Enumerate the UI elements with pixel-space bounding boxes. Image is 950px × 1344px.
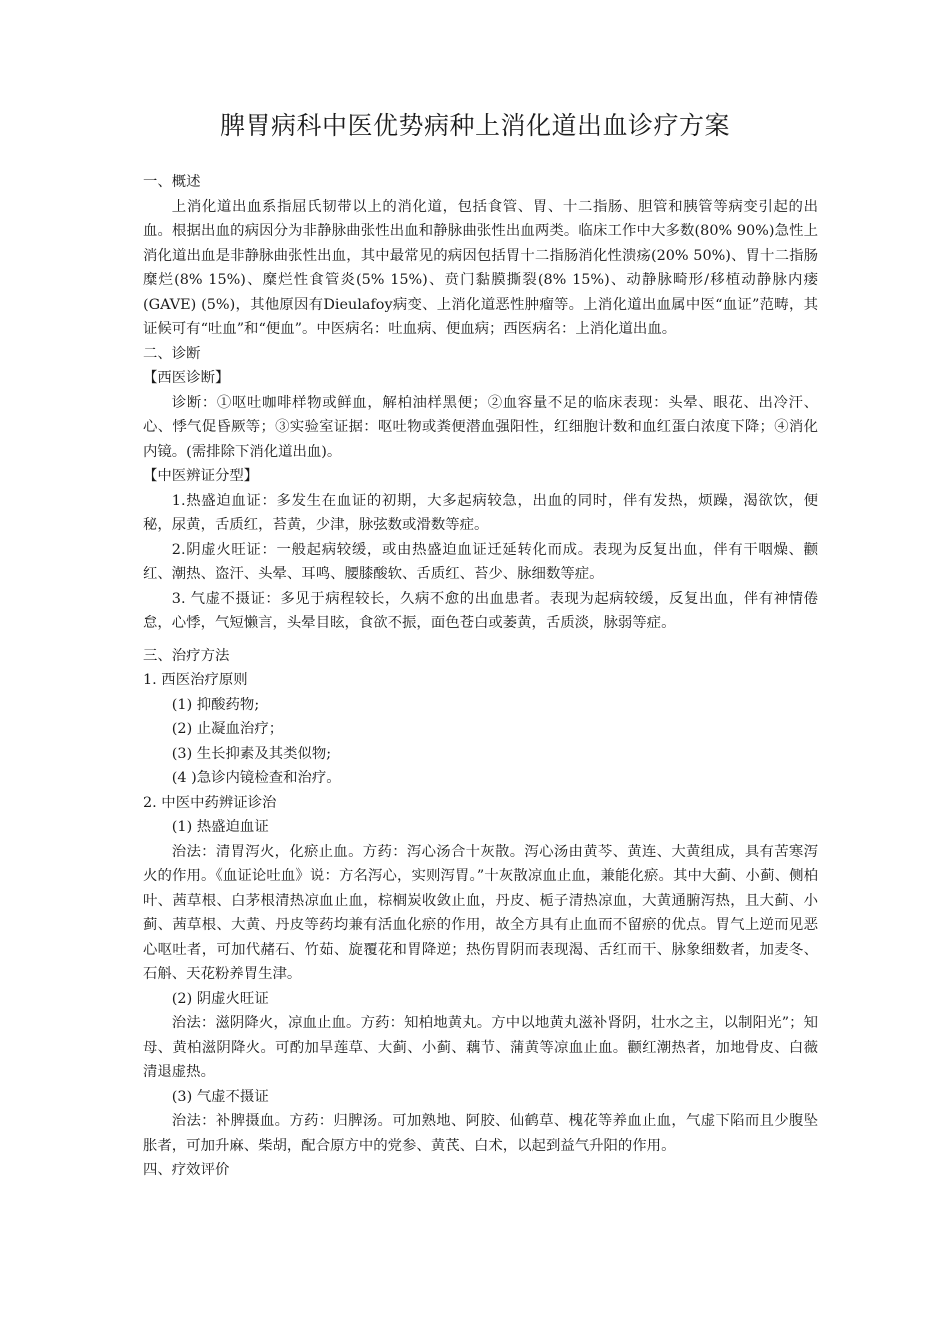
- tcm-pattern-2: 2.阴虚火旺证：一般起病较缓，或由热盛迫血证迁延转化而成。表现为反复出血，伴有干咽燥、颧红、潮热、盗汗、头晕、耳鸣、腰膝酸软、舌质红、苔少、脉细数等症。: [143, 541, 818, 582]
- western-diagnosis-text: 诊断：①呕吐咖啡样物或鲜血，解柏油样黑便；②血容量不足的临床表现：头晕、眼花、出冷汗、心、悸气促昏厥等；③实验室证据：呕吐物或粪便潜血强阳性，红细胞计数和血红蛋白浓度下降；④消化内镜。(需排除下消化道出血)。: [143, 394, 818, 460]
- tcm-treatment-1-title: (1) 热盛迫血证: [171, 819, 269, 835]
- overview-paragraph: 上消化道出血系指屈氏韧带以上的消化道，包括食管、胃、十二指肠、胆管和胰管等病变引起的出血。根据出血的病因分为非静脉曲张性出血和静脉曲张性出血两类。临床工作中大多数(80% 90%)急性上消化道出血是非静脉曲张性出血，其中最常见的病因包括胃十二指肠消化性溃疡(20% 50%)、胃十二指肠糜烂(8% 15%)、糜烂性食管炎(5% 15%)、贲门黏膜撕裂(8% 15%)、动静脉畸形/移植动静脉内瘘(GAVE) (5%)，其他原因有Dieulafoy病变、上消化道恶性肿瘤等。上消化道出血属中医“血证”范畴，其证候可有“吐血”和“便血”。中医病名：吐血病、便血病；西医病名：上消化道出血。: [143, 198, 818, 337]
- subheading-western-treatment: 1. 西医治疗原则: [143, 672, 248, 688]
- section-heading-overview: 一、概述: [143, 174, 201, 190]
- tcm-treatment-2-text: 治法：滋阴降火，凉血止血。方药：知柏地黄丸。方中以地黄丸滋补肾阴，壮水之主，以制阳光”；知母、黄柏滋阴降火。可酌加旱莲草、大蓟、小蓟、藕节、蒲黄等凉血止血。颧红潮热者，加地骨皮、白薇清退虚热。: [143, 1015, 818, 1080]
- subheading-tcm-treatment: 2. 中医中药辨证诊治: [143, 794, 277, 811]
- tcm-pattern-1: 1.热盛迫血证：多发生在血证的初期，大多起病较急，出血的同时，伴有发热，烦躁，渴欲饮，便秘，尿黄，舌质红，苔黄，少津，脉弦数或滑数等症。: [143, 492, 818, 533]
- subheading-western-diagnosis: 【西医诊断】: [143, 370, 230, 386]
- western-treatment-item: (1) 抑酸药物;: [171, 696, 260, 713]
- section-heading-evaluation: 四、疗效评价: [143, 1162, 230, 1178]
- tcm-treatment-3-title: (3) 气虚不摄证: [171, 1088, 269, 1105]
- subheading-tcm-patterns: 【中医辨证分型】: [143, 468, 259, 484]
- tcm-treatment-3-text: 治法：补脾摄血。方药：归脾汤。可加熟地、阿胶、仙鹤草、槐花等养血止血，气虚下陷而且少腹坠胀者，可加升麻、柴胡，配合原方中的党参、黄芪、白术，以起到益气升阳的作用。: [143, 1113, 818, 1154]
- document-title: 脾胃病科中医优势病种上消化道出血诊疗方案: [219, 111, 730, 140]
- section-heading-treatment: 三、治疗方法: [143, 647, 230, 664]
- document-body: [143, 170, 818, 1183]
- western-treatment-item: (2) 止凝血治疗；: [171, 721, 284, 737]
- tcm-pattern-3: 3. 气虚不摄证：多见于病程较长，久病不愈的出血患者。表现为起病较缓，反复出血，伴有神情倦怠，心悸，气短懒言，头晕目眩，食欲不振，面色苍白或萎黄，舌质淡，脉弱等症。: [143, 590, 818, 631]
- tcm-treatment-2-title: (2) 阴虚火旺证: [171, 990, 269, 1007]
- western-treatment-item: (4 )急诊内镜检查和治疗。: [171, 770, 341, 786]
- tcm-treatment-1-text: 治法：清胃泻火，化瘀止血。方药：泻心汤合十灰散。泻心汤由黄芩、黄连、大黄组成，具有苦寒泻火的作用。《血证论吐血》说：方名泻心，实则泻胃。”十灰散凉血止血，兼能化瘀。其中大蓟、小蓟、侧柏叶、茜草根、白茅根清热凉血止血，棕榈炭收敛止血，丹皮、栀子清热凉血，大黄通腑泻热，且大蓟、小蓟、茜草根、大黄、丹皮等药均兼有活血化瘀的作用，故全方具有止血而不留瘀的优点。胃气上逆而见恶心呕吐者，可加代赭石、竹茹、旋覆花和胃降逆；热伤胃阴而表现渴、舌红而干、脉象细数者，加麦冬、石斛、天花粉养胃生津。: [143, 843, 818, 982]
- western-treatment-item: (3) 生长抑素及其类似物;: [171, 745, 332, 762]
- section-heading-diagnosis: 二、诊断: [143, 345, 201, 362]
